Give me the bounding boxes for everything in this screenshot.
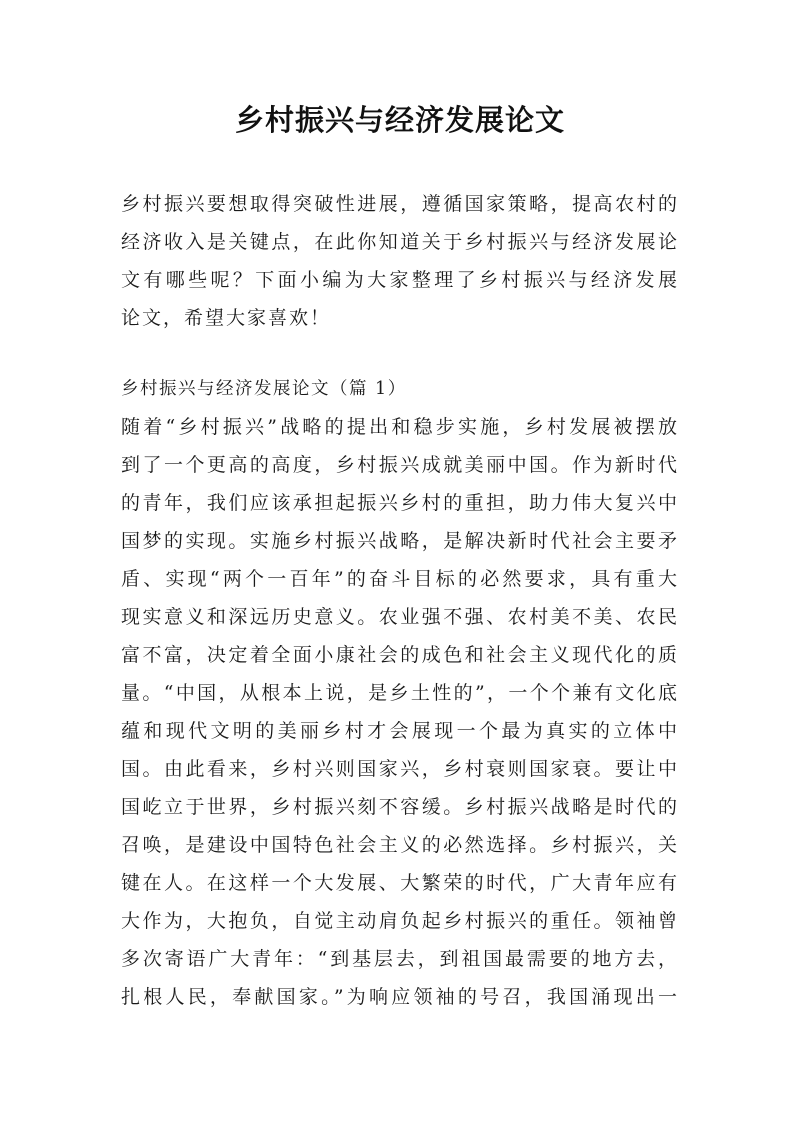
paragraph-line: 国屹立于世界，乡村振兴刻不容缓。乡村振兴战略是时代的 — [121, 796, 679, 818]
intro-line: 乡村振兴要想取得突破性进展，遵循国家策略，提高农村的 — [121, 193, 679, 215]
paragraph-line: 蕴和现代文明的美丽乡村才会展现一个最为真实的立体中 — [121, 720, 679, 742]
paragraph-line: 召唤，是建设中国特色社会主义的必然选择。乡村振兴，关 — [121, 834, 679, 856]
paragraph-line: 大作为，大抱负，自觉主动肩负起乡村振兴的重任。领袖曾 — [121, 910, 679, 932]
paragraph-line: 现实意义和深远历史意义。农业强不强、农村美不美、农民 — [121, 606, 679, 628]
intro-paragraph — [121, 185, 679, 337]
intro-line: 经济收入是关键点，在此你知道关于乡村振兴与经济发展论 — [121, 231, 679, 253]
paragraph-line: 国梦的实现。实施乡村振兴战略，是解决新时代社会主要矛 — [121, 530, 679, 552]
paragraph-line: 量。“中国，从根本上说，是乡土性的”，一个个兼有文化底 — [121, 682, 679, 704]
intro-line: 论文，希望大家喜欢！ — [121, 307, 332, 329]
paragraph-line: 国。由此看来，乡村兴则国家兴，乡村衰则国家衰。要让中 — [121, 758, 679, 780]
paragraph-line: 到了一个更高的高度，乡村振兴成就美丽中国。作为新时代 — [121, 454, 679, 476]
section-heading: 乡村振兴与经济发展论文（篇 1） — [121, 379, 407, 399]
section-1 — [121, 370, 679, 1016]
intro-line: 文有哪些呢？下面小编为大家整理了乡村振兴与经济发展 — [121, 269, 679, 291]
paragraph-line: 的青年，我们应该承担起振兴乡村的重担，助力伟大复兴中 — [121, 492, 679, 514]
paragraph-line: 富不富，决定着全面小康社会的成色和社会主义现代化的质 — [121, 644, 679, 666]
document-title: 乡村振兴与经济发展论文 — [234, 103, 565, 137]
paragraph-line: 盾、实现“两个一百年”的奋斗目标的必然要求，具有重大 — [121, 568, 679, 590]
paragraph-line: 扎根人民，奉献国家。”为响应领袖的号召，我国涌现出一 — [121, 986, 679, 1008]
paragraph-line: 随着“乡村振兴”战略的提出和稳步实施，乡村发展被摆放 — [121, 416, 679, 438]
paragraph-line: 多次寄语广大青年：“到基层去，到祖国最需要的地方去， — [121, 948, 679, 970]
paragraph-line: 键在人。在这样一个大发展、大繁荣的时代，广大青年应有 — [121, 872, 679, 894]
